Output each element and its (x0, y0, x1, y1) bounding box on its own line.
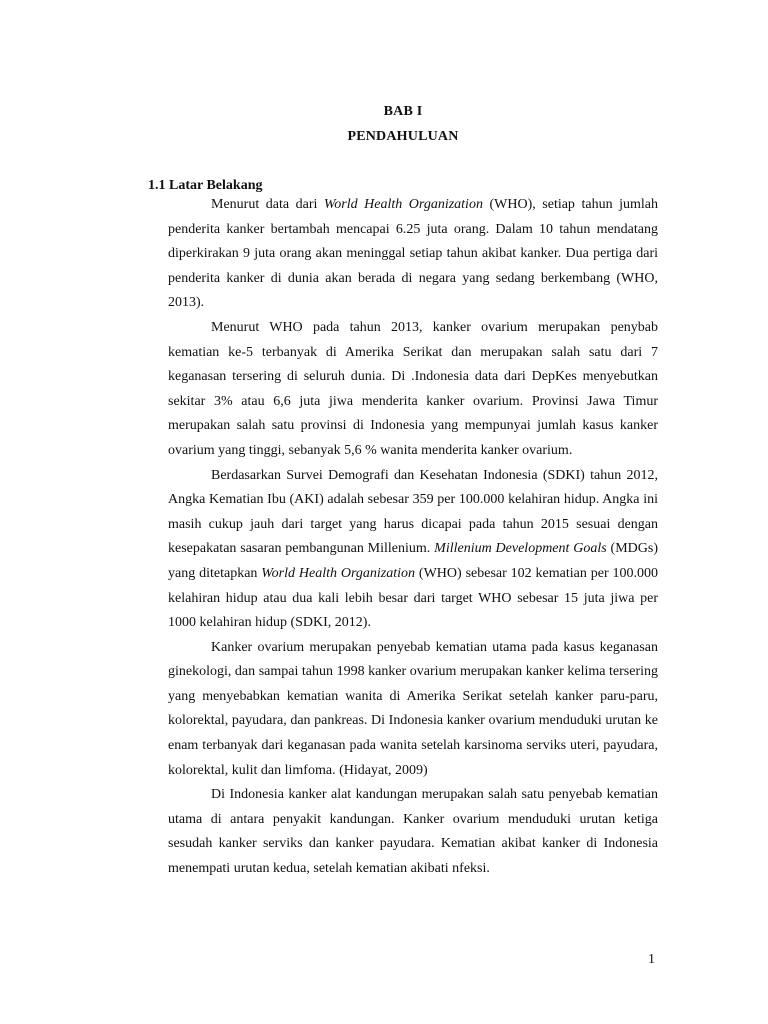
chapter-title: PENDAHULUAN (347, 129, 459, 144)
paragraph-text: Berdasarkan Survei Demografi dan Kesehatan Indonesia (SDKI) tahun 2012, Angka Kematian Ibu (AKI) adalah sebesar 359 per 100.000 kelahiran hidup. Angka ini masih cukup jauh dari target yang harus dicapai pada tahun 2015 sesuai dengan kesepakatan sasaran pembangunan Millenium. (168, 467, 658, 557)
paragraph-text: (MDGs) yang ditetapkan (168, 541, 658, 581)
paragraph (168, 636, 658, 784)
chapter-number: BAB I (383, 104, 423, 119)
paragraph-text: Di Indonesia kanker alat kandungan merupakan salah satu penyebab kematian utama di antara penyakit kandungan. Kanker ovarium menduduki urutan ketiga sesudah kanker serviks dan kanker payudara. Kematian akibat kanker di Indonesia menempati urutan kedua, setelah kematian akibati nfeksi. (168, 787, 658, 877)
italic-text: World Health Organization (261, 565, 416, 581)
italic-text: Millenium Development Goals (434, 541, 607, 557)
paragraph-text: (WHO) sebesar 102 kematian per 100.000 kelahiran hidup atau dua kali lebih besar dari target WHO sebesar 15 juta jiwa per 1000 kelahiran hidup (SDKI, 2012). (168, 565, 658, 631)
paragraph-text: Menurut WHO pada tahun 2013, kanker ovarium merupakan penybab kematian ke-5 terbanyak di Amerika Serikat dan merupakan salah satu dari 7 keganasan tersering di seluruh dunia. Di .Indonesia data dari DepKes menyebutkan sekitar 3% atau 6,6 juta jiwa menderita kanker ovarium. Provinsi Jawa Timur merupakan salah satu provinsi di Indonesia yang mempunyai jumlah kasus kanker ovarium yang tinggi, sebanyak 5,6 % wanita menderita kanker ovarium. (168, 319, 658, 458)
page-number: 1 (648, 952, 655, 967)
paragraph (168, 193, 658, 316)
italic-text: World Health Organization (323, 197, 483, 212)
paragraph-text: (WHO), setiap tahun jumlah penderita kanker bertambah mencapai 6.25 juta orang. Dalam 10 tahun mendatang diperkirakan 9 juta orang akan meninggal setiap tahun akibat kanker. Dua pertiga dari penderita kanker di dunia akan berada di negara yang sedang berkembang (WHO, 2013). (168, 197, 658, 311)
paragraph (168, 316, 658, 464)
paragraph (168, 783, 658, 881)
paragraph-text: Kanker ovarium merupakan penyebab kematian utama pada kasus keganasan ginekologi, dan sampai tahun 1998 kanker ovarium merupakan kanker kelima tersering yang menyebabkan kematian wanita di Amerika Serikat setelah kanker paru-paru, kolorektal, payudara, dan pankreas. Di Indonesia kanker ovarium menduduki urutan ke enam terbanyak dari keganasan pada wanita setelah karsinoma serviks uteri, payudara, kolorektal, kulit dan limfoma. (Hidayat, 2009) (168, 639, 658, 778)
paragraph-text: Menurut data dari (211, 197, 324, 212)
section-heading: 1.1 Latar Belakang (148, 178, 263, 193)
body-text (168, 193, 658, 882)
paragraph (168, 464, 658, 636)
